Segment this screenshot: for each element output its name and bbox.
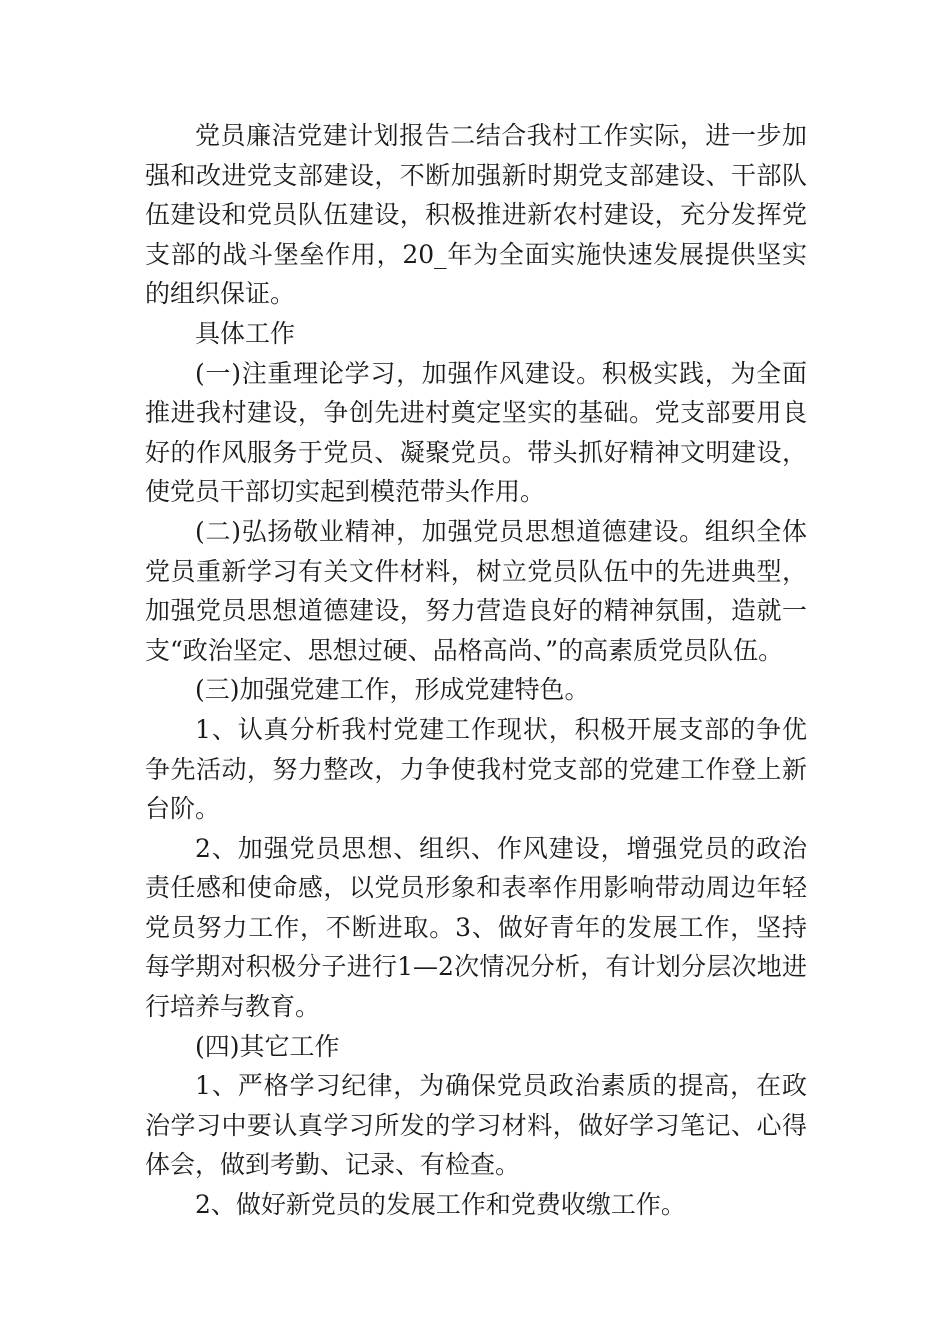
paragraph-subitem-4-1: 1、严格学习纪律，为确保党员政治素质的提高，在政治学习中要认真学习所发的学习材料，做好学习笔记、心得体会，做到考勤、记录、有检查。 xyxy=(145,1071,807,1180)
paragraph-item-3-heading: (三)加强党建工作，形成党建特色。 xyxy=(195,675,590,705)
paragraph-item-4-heading: (四)其它工作 xyxy=(195,1031,340,1061)
paragraph-item-1: (一)注重理论学习，加强作风建设。积极实践，为全面推进我村建设，争创先进村奠定坚实的基础。党支部要用良好的作风服务于党员、凝聚党员。带头抓好精神文明建设，使党员干部切实起到模范带头作用。 xyxy=(145,358,807,507)
paragraph-subitem-3-1: 1、认真分析我村党建工作现状，积极开展支部的争优争先活动，努力整改，力争使我村党支部的党建工作登上新台阶。 xyxy=(145,714,807,824)
intro-paragraph: 党员廉洁党建计划报告二结合我村工作实际，进一步加强和改进党支部建设，不断加强新时期党支部建设、干部队伍建设和党员队伍建设，积极推进新农村建设，充分发挥党支部的战斗堡垒作用，20_年为全面实施快速发展提供坚实的组织保证。 xyxy=(145,121,807,309)
section-heading-specific-work: 具体工作 xyxy=(195,318,296,348)
paragraph-item-2: (二)弘扬敬业精神，加强党员思想道德建设。组织全体党员重新学习有关文件材料，树立党员队伍中的先进典型，加强党员思想道德建设，努力营造良好的精神氛围，造就一支“政治坚定、思想过硬、品格高尚、”的高素质党员队伍。 xyxy=(145,516,807,665)
paragraph-subitem-4-2: 2、做好新党员的发展工作和党费收缴工作。 xyxy=(195,1190,686,1220)
paragraph-subitem-3-2: 2、加强党员思想、组织、作风建设，增强党员的政治责任感和使命感，以党员形象和表率作用影响带动周边年轻党员努力工作，不断进取。3、做好青年的发展工作，坚持每学期对积极分子进行1—2次情况分析，有计划分层次地进行培养与教育。 xyxy=(145,833,807,1022)
document-body xyxy=(145,116,807,1225)
